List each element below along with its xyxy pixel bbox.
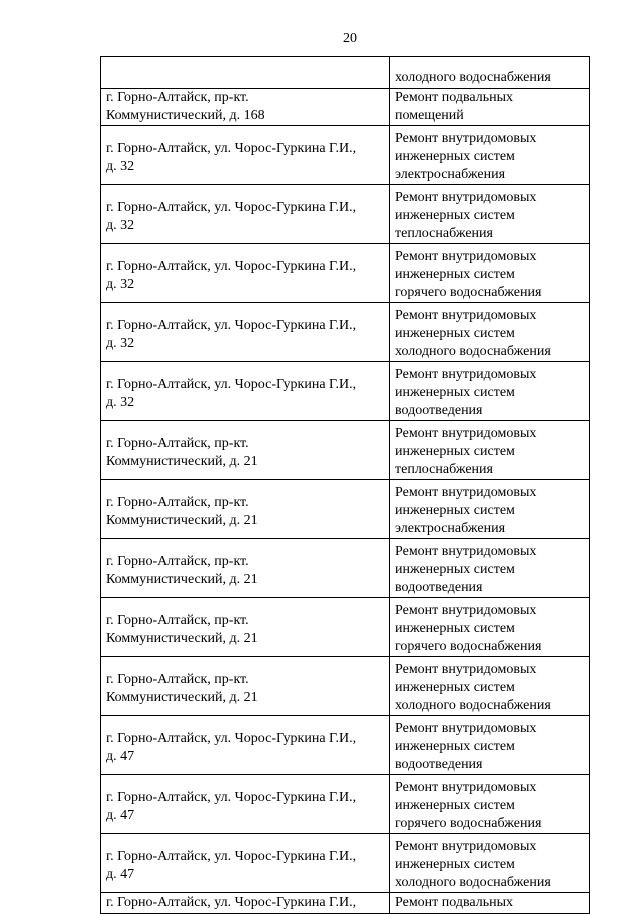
work-type-cell: Ремонт внутридомовых инженерных систем горячего водоснабжения xyxy=(390,244,590,303)
work-type-cell: Ремонт внутридомовых инженерных систем теплоснабжения xyxy=(390,185,590,244)
address-cell: г. Горно-Алтайск, пр-кт. Коммунистический, д. 21 xyxy=(101,598,390,657)
table-row xyxy=(101,598,590,657)
work-type-cell: Ремонт внутридомовых инженерных систем водоотведения xyxy=(390,539,590,598)
address-cell: г. Горно-Алтайск, ул. Чорос-Гуркина Г.И., д. 47 xyxy=(101,834,390,893)
address-cell: г. Горно-Алтайск, ул. Чорос-Гуркина Г.И., д. 47 xyxy=(101,775,390,834)
address-cell xyxy=(101,57,390,89)
table-row xyxy=(101,303,590,362)
table-row xyxy=(101,421,590,480)
table-row xyxy=(101,775,590,834)
table-row xyxy=(101,57,590,89)
page-number: 20 xyxy=(343,31,357,46)
work-type-cell: Ремонт внутридомовых инженерных систем водоотведения xyxy=(390,716,590,775)
work-type-cell: Ремонт внутридомовых инженерных систем электроснабжения xyxy=(390,480,590,539)
table-row xyxy=(101,244,590,303)
address-cell: г. Горно-Алтайск, пр-кт. Коммунистический, д. 168 xyxy=(101,89,390,126)
address-cell: г. Горно-Алтайск, ул. Чорос-Гуркина Г.И., д. 32 xyxy=(101,362,390,421)
work-type-cell: Ремонт внутридомовых инженерных систем горячего водоснабжения xyxy=(390,775,590,834)
table-row xyxy=(101,657,590,716)
address-cell: г. Горно-Алтайск, пр-кт. Коммунистический, д. 21 xyxy=(101,421,390,480)
address-cell: г. Горно-Алтайск, ул. Чорос-Гуркина Г.И., д. 32 xyxy=(101,126,390,185)
table-row xyxy=(101,89,590,126)
table-row xyxy=(101,362,590,421)
address-cell: г. Горно-Алтайск, пр-кт. Коммунистический, д. 21 xyxy=(101,539,390,598)
work-type-cell: Ремонт внутридомовых инженерных систем холодного водоснабжения xyxy=(390,657,590,716)
address-cell: г. Горно-Алтайск, ул. Чорос-Гуркина Г.И., д. 32 xyxy=(101,303,390,362)
work-type-cell: Ремонт внутридомовых инженерных систем электроснабжения xyxy=(390,126,590,185)
work-type-cell: Ремонт внутридомовых инженерных систем теплоснабжения xyxy=(390,421,590,480)
repair-works-table xyxy=(100,56,590,914)
work-type-cell: Ремонт подвальных xyxy=(390,893,590,914)
table-row xyxy=(101,893,590,914)
table-row xyxy=(101,834,590,893)
work-type-cell: Ремонт внутридомовых инженерных систем холодного водоснабжения xyxy=(390,303,590,362)
address-cell: г. Горно-Алтайск, ул. Чорос-Гуркина Г.И., xyxy=(101,893,390,914)
work-type-cell: Ремонт внутридомовых инженерных систем водоотведения xyxy=(390,362,590,421)
table-row xyxy=(101,185,590,244)
table-row xyxy=(101,716,590,775)
work-type-cell: Ремонт внутридомовых инженерных систем холодного водоснабжения xyxy=(390,834,590,893)
work-type-cell: Ремонт внутридомовых инженерных систем горячего водоснабжения xyxy=(390,598,590,657)
work-type-cell: Ремонт подвальных помещений xyxy=(390,89,590,126)
address-cell: г. Горно-Алтайск, пр-кт. Коммунистический, д. 21 xyxy=(101,657,390,716)
table-row xyxy=(101,539,590,598)
address-cell: г. Горно-Алтайск, ул. Чорос-Гуркина Г.И., д. 32 xyxy=(101,185,390,244)
address-cell: г. Горно-Алтайск, пр-кт. Коммунистический, д. 21 xyxy=(101,480,390,539)
address-cell: г. Горно-Алтайск, ул. Чорос-Гуркина Г.И., д. 47 xyxy=(101,716,390,775)
work-type-cell: холодного водоснабжения xyxy=(390,57,590,89)
address-cell: г. Горно-Алтайск, ул. Чорос-Гуркина Г.И., д. 32 xyxy=(101,244,390,303)
table-row xyxy=(101,480,590,539)
table-row xyxy=(101,126,590,185)
